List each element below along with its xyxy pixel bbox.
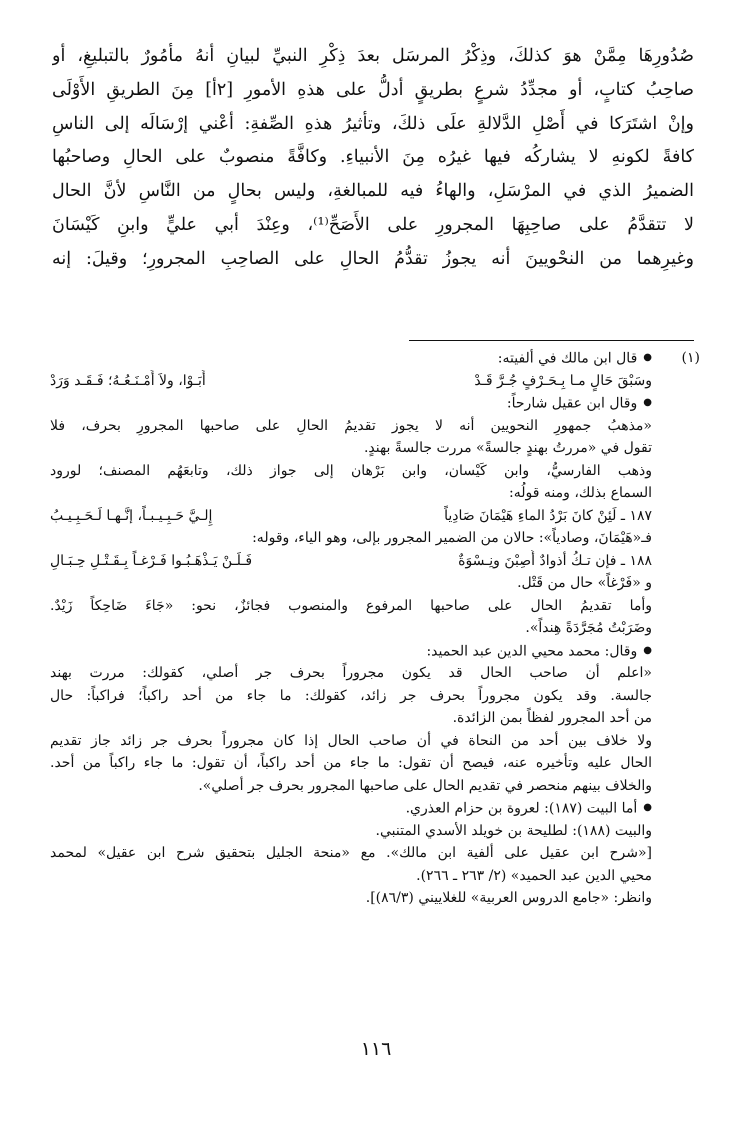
footnote-line: الحال عليه وتأخيره عنه، فيصح أن تقول: ما جاء من أحد راكباً، أن تقول: ما جاء راكباً من أحد. xyxy=(50,755,652,771)
page-number: ١١٦ xyxy=(360,1038,392,1060)
verse-188 xyxy=(50,550,700,573)
footnote-line: و «فَرْغاً» حال من قَتْل. xyxy=(517,575,652,591)
verse-187-first-hemistich: ١٨٧ ـ لَئِنْ كانَ بَرْدُ الماءِ هَيْمَانَ صَادِياً xyxy=(444,507,652,524)
footnote-marker: (١) xyxy=(681,350,700,367)
bullet-icon: ● xyxy=(643,352,652,363)
main-line-3: وإنْ اشتَرَكا في أَصْلِ الدَّلالةِ علَى ذلكَ، وتأثيرُ هذهِ الصِّفةِ: أعْني إرْسَالَه إلى الناسِ xyxy=(52,113,694,134)
footnote-line: جالسة. وقد يكون مجروراً بحرف جر زائد، كقولك: ما جاء من أحد راكباً؛ فراكباً: حال xyxy=(50,687,652,704)
main-line-2: صاحِبُ كتابٍ، أو مجدِّدُ شرعٍ بطريقٍ أدلُّ على هذهِ الأمورِ [٢أ] مِنَ الطريقِ الأَوْلَى xyxy=(52,79,694,100)
main-text xyxy=(52,40,694,277)
footnote-line: محيي الدين عبد الحميد» (٢/ ٢٦٣ ـ ٢٦٦). xyxy=(416,867,652,884)
footnote-line: والخلاف بينهم منحصر في تقديم الحال على صاحبها المجرور بحرف جر أصلي». xyxy=(198,777,652,794)
footnote-line: السماع بذلك، ومنه قولُه: xyxy=(509,485,652,501)
footnote-line: قال ابن مالك في ألفيته: xyxy=(497,350,638,367)
footnote-line: تقول في «مررتُ بهندٍ جالسةً» مررت جالسةً بهندٍ. xyxy=(363,440,652,456)
footnote-line: «اعلم أن صاحب الحال قد يكون مجروراً بحرف جر أصلي، كقولك: مررت بهند xyxy=(50,665,652,681)
main-line-4: كافةً لكونهِ لا يشاركُه فيها غيرُه مِنَ الأنبياءِ. وكافَّةً منصوبٌ على الحالِ وصاحبُها xyxy=(52,147,694,168)
footnote-line: «مذهبُ جمهورِ النحويين أنه لا يجوز تقديمُ الحالِ على صاحبها المجرورِ بحرف، فلا xyxy=(50,417,652,434)
verse-187 xyxy=(50,505,700,528)
bullet-icon: ● xyxy=(643,802,652,813)
footnote-line: وانظر: «جامع الدروس العربية» للغلاييني (٨٦/٣)]. xyxy=(365,890,652,906)
verse-1-second-hemistich: أَبَـوْا، ولاَ أَمْـنَـعُـهُ؛ فَـقَـد وَرَدْ xyxy=(50,372,206,389)
verse-188-second-hemistich: فَـلَـنْ يَـذْهَـبُـوا فَـرْغـاً بِـقَـتْـلِ حِـبَـالِ xyxy=(50,552,253,569)
bullet-icon: ● xyxy=(643,397,652,408)
verse-1-first-hemistich: وسَبْقَ حَالٍ مـا بِـحَـرْفٍ جُـرَّ قَـدْ xyxy=(474,372,652,389)
bullet-icon: ● xyxy=(643,644,652,656)
main-line-7: وغيرِهما من النحْويينَ أنه يجوزُ تقدُّمُ الحالِ على الصاحِبِ المجرورِ؛ وقيلَ: إنه xyxy=(52,248,694,269)
main-line-6: لا تتقدَّمُ على صاحِبِهَا المجرورِ على الأَصَحِّ⁽¹⁾، وعِنْدَ أبي عليٍّ وابنِ كَيْسَانَ xyxy=(52,214,694,235)
footnote-line: وأما تقديمُ الحال على صاحبها المرفوع والمنصوب فجائزٌ، نحو: «جَاءَ ضَاحِكاً زَيْدٌ. xyxy=(50,597,652,614)
footnote-line: [«شرح ابن عقيل على ألفية ابن مالك». مع «منحة الجليل بتحقيق شرح ابن عقيل» لمحمد xyxy=(50,845,652,861)
footnote-line: أما البيت (١٨٧): لعروة بن حزام العذري. xyxy=(405,800,638,817)
footnote-line: وقال ابن عقيل شارحاً: xyxy=(506,395,638,412)
footnote-line: وقال: محمد محيي الدين عبد الحميد: xyxy=(426,642,638,659)
footnote-line: ولا خلاف بين أحد من النحاة في أن صاحب الحال إذا كان مجروراً بحرف جر زائد جاز تقديم xyxy=(50,732,652,749)
footnote-line: وذهب الفارسيُّ، وابن كَيْسان، وابن بَرْهان إلى جواز ذلك، وتابعَهُم المصنف؛ لورود xyxy=(50,462,652,479)
footnote-line: والبيت (١٨٨): لطليحة بن خويلد الأسدي المتنبي. xyxy=(375,822,652,839)
footnote-line: فـ«هَيْمَانَ، وصادياً»: حالان من الضمير المجرور بإلى، وهو الياء، وقوله: xyxy=(252,530,652,546)
verse-1 xyxy=(50,370,700,393)
footnote-line: وضَرَبْتُ مُجَرَّدَةً هِنداً». xyxy=(525,620,652,636)
verse-188-first-hemistich: ١٨٨ ـ فإن تـكُ أذوادٌ أُصِبْنَ ونِـسْوَةٌ xyxy=(458,552,652,569)
main-line-1: صُدُورِهَا مِمَّنْ هوَ كذلكَ، وذِكْرُ المرسَل بعدَ ذِكْرِ النبيِّ لبيانِ أنهُ مأمُورٌ بالتبليغِ، أو xyxy=(52,46,694,66)
footnote-separator xyxy=(409,340,694,341)
footnotes xyxy=(50,347,700,910)
verse-187-second-hemistich: إِلـيَّ حَـبِـيـبـاً، إنَّـهـا لَـحَـبِـيـبُ xyxy=(50,507,213,524)
main-line-5: الضميرُ الذي في المرْسَلِ، والهاءُ فيه للمبالغةِ، وليس بحالٍ من النَّاسِ لأنَّ الحال xyxy=(52,181,694,202)
footnote-line: من أحد المجرور لفظاً بمن الزائدة. xyxy=(452,710,652,726)
